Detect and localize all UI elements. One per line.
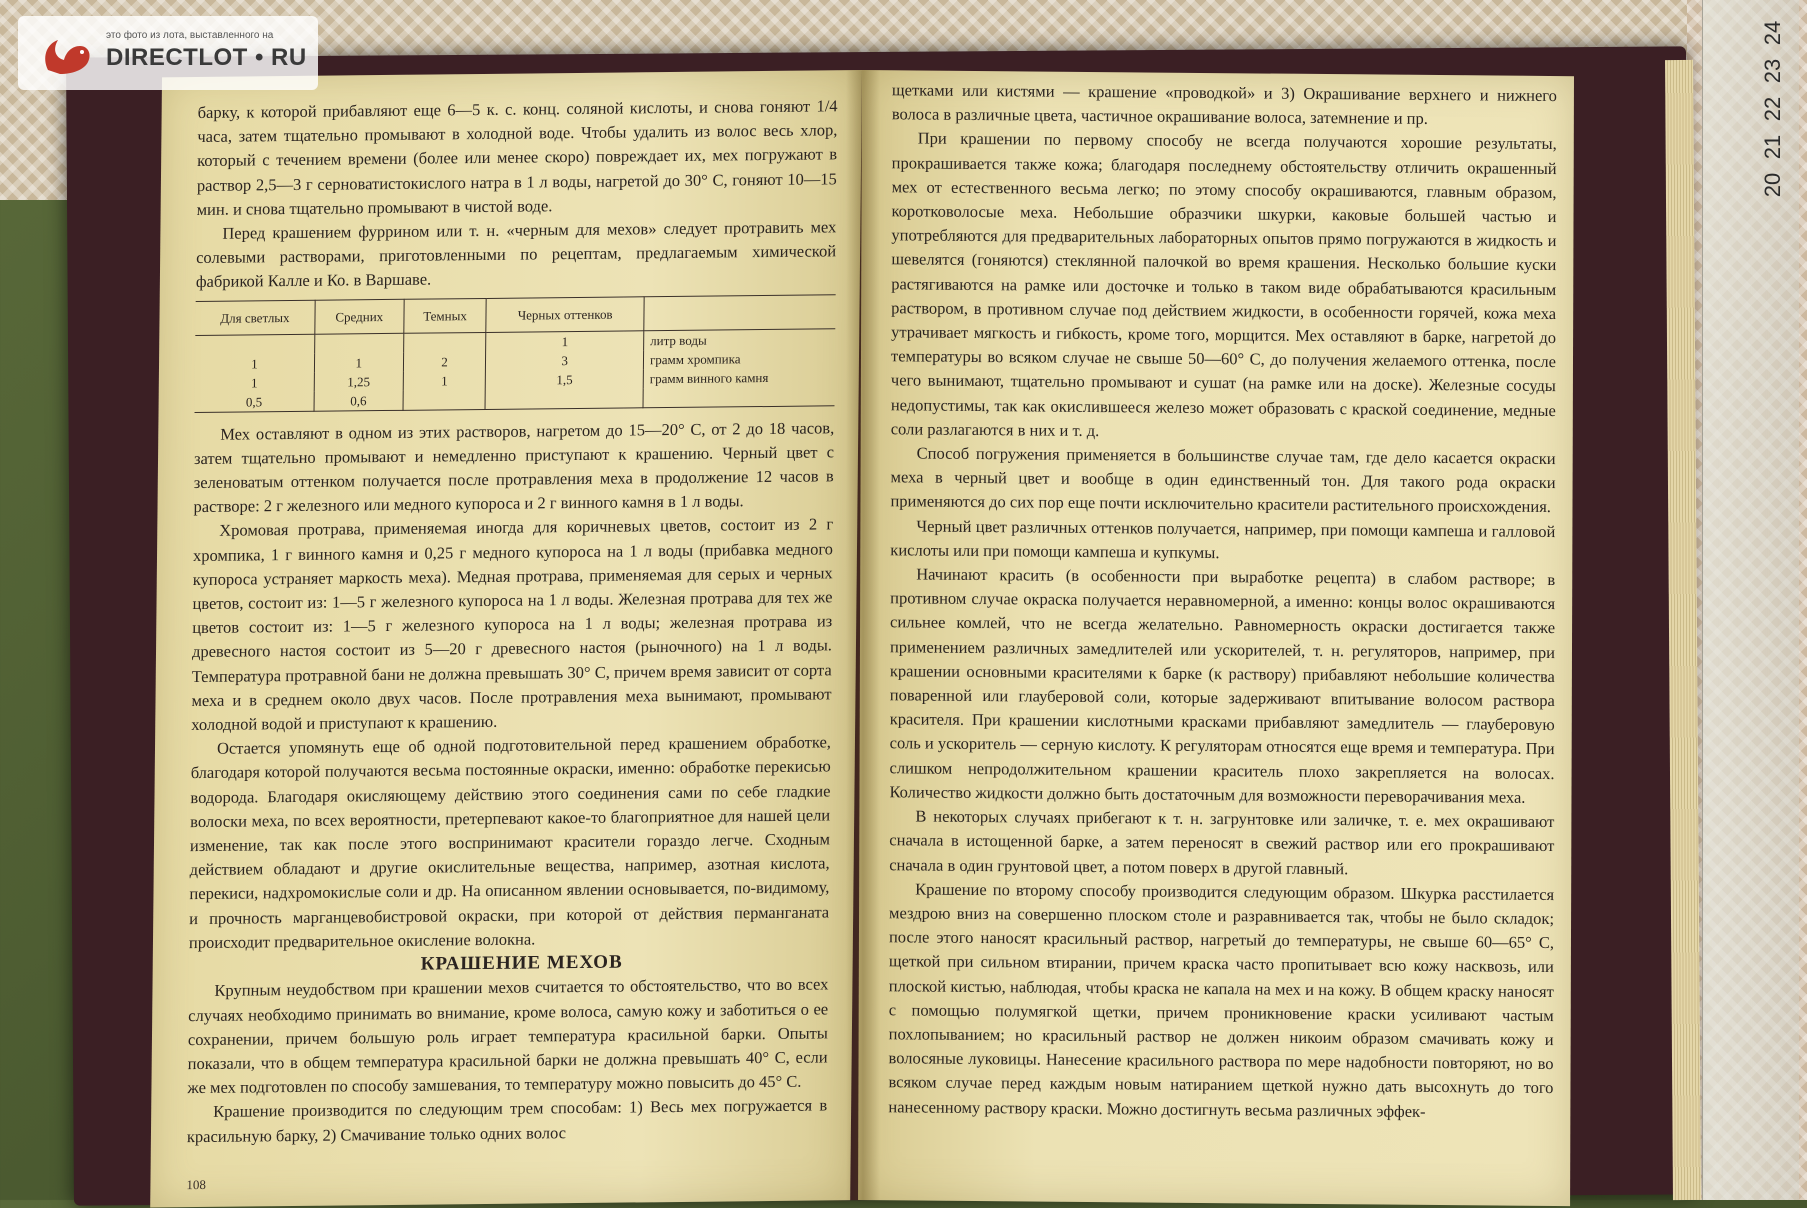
paragraph: Остается упомянуть еще об одной подготовительной перед крашением обработке, благодаря которой получаются весьма постоянные окраски, именно: обработке перекисью водорода. Благодаря окисляющему действию этого соединения сами по себе гладкие волоски меха, по всех вероятности, претерпевают какое-то благоприятное для нашей цели изменение, так как после этого воспринимают красители гораздо легче. Сходным действием обладают и другие окислительные вещества, например, азотная кислота, перекиси, надхромокислые соли и др. На описанном явлении основывается, по-видимому, и прочность марганцевобистровой окраски, при которой от действия перманганата происходит предварительное окисление волокна. [188, 732, 832, 952]
paragraph: щетками или кистями — крашение «проводкой» и 3) Окрашивание верхнего и нижнего волоса в различные цвета, частичное окрашивание волоса, затемнение и пр. [891, 80, 1557, 129]
paragraph: барку, к которой прибавляют еще 6—5 к. с. конц. соляной кислоты, и снова гоняют 1/4 часа, затем тщательно промывают в холодной воде. Чтобы удалить из волос весь хлор, который с течением времени (более или менее скоро) повреждает их, мех погружают в раствор 2,5—3 г серноватистокислого натра в 1 л воды, нагретой до 30° С, гоняют 10—15 мин. и снова тщательно промывают в чистой воде. [196, 96, 838, 219]
paragraph: Перед крашением фуррином или т. н. «черным для мехов» следует протравить мех солевыми растворами, приготовленными по рецептам, предлагаемым химической фабрикой Калле и Ко. в Варшаве. [195, 217, 837, 292]
watermark-caption: это фото из лота, выставленного на [106, 30, 274, 41]
watermark [18, 16, 318, 90]
table-cell: 2 [403, 352, 486, 372]
watermark-brand: DIRECTLOT • RU [106, 44, 307, 71]
paragraph: Черный цвет различных оттенков получается, например, при помощи кампеша и галловой кислоты или при помощи кампеша и купкумы. [890, 516, 1556, 562]
table-header-cell: Темных [404, 298, 487, 333]
paragraph: Хромовая протрава, применяемая иногда для коричневых цветов, состоит из 2 г хромпика, 1 г винного камня и 0,25 г медного купороса на 1 л воды (прибавка медного купороса устраняет маркость меха). Медная протрава, применяемая для серых и черных цветов, состоит из: 1—5 г железного купороса на 1 л воды. Железная протрава для тех же цветов состоит из: 1—5 г железного купороса на 1 л воды; железная протрава из древесного настоя состоит из 5—20 г древесного настоя (рыночного) на 1 л воды. Температура протравной бани не должна превышать 30° С, причем время зависит от сорта меха и в среднем около двух часов. После протравления меха вынимают, промывают холодной водой и приступают к крашению. [191, 514, 834, 735]
table-cell: 1,5 [486, 369, 644, 390]
table-cell: 1 [195, 372, 315, 392]
table-cell [485, 388, 643, 409]
paragraph: В некоторых случаях прибегают к т. н. загрунтовке или заличке, т. е. мех окрашивают сначала в истощенной барке, а затем переносят в свежий раствор или его прокрашивают сначала в один грунтовой цвет, а потом поверх в другой главный. [889, 806, 1555, 878]
table-cell: 1 [314, 352, 403, 372]
paragraph: Начинают красить (в особенности при выработке рецепта) в слабом растворе; в противном случае окраска получается неравномерной, а именно: концы волос окрашиваются сильнее комлей, что не всегда желательно. Равномерность окраски достигается также применением различных замедлителей или ускорителей, т. н. регуляторов, например, при крашении основными красителями к барке (к раствору) прибавляют небольшие количества поваренной или глауберовой соли, которые задерживают впитывание волосом раствора красителя. При крашении кислотными красками прибавляют замедлитель — глауберовую соль и ускоритель — серную кислоту. К регуляторам относятся еще время и температура. При слишком непродолжительном крашении краситель плохо закрепляется на волосах. Количество жидкости должно быть достаточным для возможности переворачивания меха. [889, 564, 1556, 807]
paragraph: Крупным неудобством при крашении мехов считается то обстоятельство, что во всех случаях необходимо принимать во внимание, кроме волоса, самую кожу и заботиться о ее сохранении, причем большую роль играет температура красильной барки. Опыты показали, что в общем температура красильной барки не должна превышать 40° С, если же мех подготовлен по способу замшевания, то температуру можно повысить до 45° С. [187, 974, 829, 1098]
paragraph: Мех оставляют в одном из этих растворов, нагретом до 15—20° С, от 2 до 18 часов, затем тщательно промывают и немедленно приступают к крашению. Черный цвет с зеленоватым оттенком получается после протравления меха в продолжение 12 часов в растворе: 2 г железного или медного купороса и 2 г винного камня в 1 л воды. [193, 417, 835, 517]
table-cell: 1,25 [314, 371, 403, 391]
paragraph: При крашении по первому способу не всегда получаются хорошие результаты, прокрашивается также кожа; благодаря последнему обстоятельству отличить окрашенный мех от естественного весьма легко; по этому способу окрашиваются, главным образом, коротковолосые меха. Небольшие образчики шкурки, каковые большей частью и употребляются для предварительных лабораторных опытов прямо погружаются в жидкость и шевелятся (гоняются) стеклянной палочкой во время крашения. Несколько большие куски растягиваются на рамке или досточке и только в таком виде обрабатываются красильным раствором, в противном случае под действием жидкости, в особенности горячей, кожа меха утрачивает мягкость и гибкость, кроме того, морщится. Мех оставляют в барке, нагретой до температуры во всяком случае не свыше 50—60° С, до получения желаемого оттенка, после чего вынимают, тщательно промывают и сушат (на рамке или на доске). Железные сосуды недопустимы, так как окислившееся железо может образовать с краской соединение, медные соли разлагаются в них и т. д. [890, 128, 1557, 440]
table-cell [643, 386, 835, 408]
table-cell: 0,6 [314, 390, 403, 410]
table-cell: грамм хромпика [649, 350, 741, 367]
table-cell: 0,5 [195, 391, 315, 412]
paragraph: Крашение производится по следующим трем способам: 1) Весь мех погружается в красильную барку, 2) Смачивание только одних волос [186, 1095, 828, 1146]
table-cell [403, 390, 486, 410]
table-cell: грамм винного камня [649, 369, 769, 386]
table-header-cell: Для светлых [195, 300, 315, 335]
section-heading: КРАШЕНИЕ МЕХОВ [420, 951, 623, 975]
mordant-recipe-table [195, 294, 836, 413]
ruler-mark: 20 [1759, 172, 1785, 198]
table-cell [195, 334, 315, 355]
ruler-mark: 22 [1759, 96, 1785, 122]
table-cell: 3 [486, 350, 644, 371]
table-cell: 1 [486, 330, 644, 351]
squirrel-logo-icon [38, 28, 94, 78]
table-cell: 1 [195, 353, 315, 373]
paragraph: Способ погружения применяется в большинстве случае там, где дело касается окраски меха в черный цвет и вообще в один единственный тон. Для такого рода окраски применяются до сих пор еще почти исключительно красители растительного происхождения. [890, 443, 1556, 517]
right-page-text [888, 78, 1557, 1125]
table-header-cell: Черных оттенков [486, 296, 644, 332]
left-page-text [187, 94, 838, 1149]
left-page [150, 70, 862, 1208]
table-cell: 1 [403, 371, 486, 391]
right-page [858, 70, 1574, 1206]
table-header-cell [644, 294, 836, 330]
ruler-mark: 23 [1759, 58, 1785, 84]
page-number: 108 [186, 1176, 207, 1193]
table-cell [315, 333, 404, 353]
paragraph: Крашение по второму способу производится следующим образом. Шкурка расстилается мездрою вниз на совершенно плоском столе и разравнивается так, чтобы не было складок; после этого наносят красильный раствор, нагретый до температуры, не свыше 60—65° С, щеткой при сильном втирании, причем краска часто пропитывает всю кожу насквозь, или плоской кистью, наблюдая, чтобы краска не капала на мех и на кожу. В общем краску наносят с помощью полумягкой щетки, причем проникновение краски усиливают частым похлопыванием; но красильный раствор не должен никоим образом смачивать кожу и волосяные луковицы. Нанесение красильного раствора по мере надобности повторяют, но во всяком случае перед каждым новым натиранием щеткой нужно дать высохнуть до того нанесенному раствору краски. Можно достигнуть весьма различных эффек- [888, 879, 1555, 1121]
ruler-mark: 21 [1759, 134, 1785, 160]
ruler [1702, 0, 1799, 1200]
table-header-cell: Средних [315, 299, 404, 334]
table-cell: литр воды [650, 332, 707, 348]
book-gutter [846, 70, 880, 1200]
table-cell [403, 332, 486, 352]
ruler-mark: 24 [1759, 20, 1785, 46]
